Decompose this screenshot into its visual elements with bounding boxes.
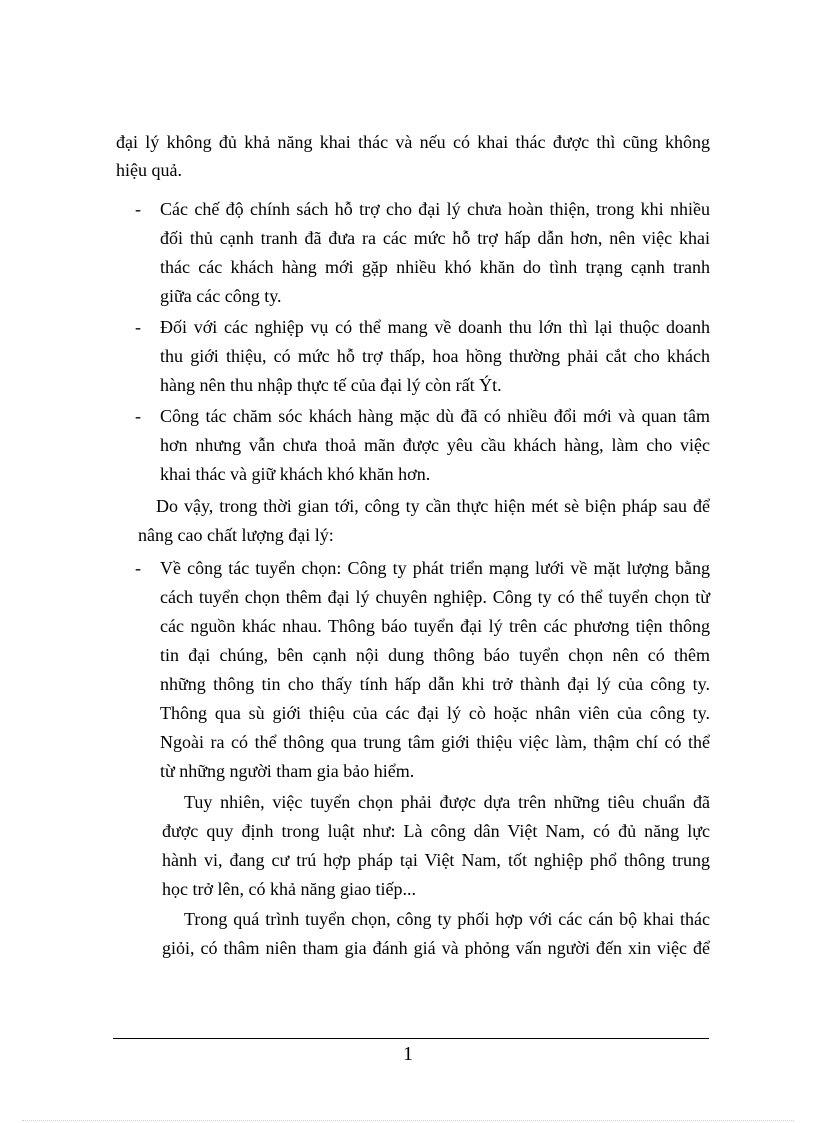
text-line: khai thác và giữ khách khó khăn hơn.: [160, 464, 431, 484]
text-line: Đối với các nghiệp vụ có thể mang về doanh thu lớn thì lại thuộc doanh: [160, 317, 710, 337]
conclusion-paragraph: [138, 492, 710, 550]
text-line: giữa các công ty.: [160, 286, 282, 306]
text-line: đại lý không đủ khả năng khai thác và nếu có khai thác được thì cũng không: [116, 132, 710, 152]
text-line: Về công tác tuyển chọn: Công ty phát triển mạng lưới về mặt lượng bằng: [160, 558, 710, 578]
text-line: Thông qua sù giới thiệu của các đại lý cò hoặc nhân viên của công ty.: [160, 703, 710, 723]
bullet-dash: -: [135, 406, 141, 426]
text-line: hiệu quả.: [116, 160, 182, 180]
text-line: được quy định trong luật như: Là công dân Việt Nam, có đủ năng lực: [162, 821, 710, 841]
bullet-paragraph-customer-care: [160, 402, 710, 489]
text-line: từ những người tham gia bảo hiểm.: [160, 761, 415, 781]
text-line: học trở lên, có khả năng giao tiếp...: [162, 879, 416, 899]
bullet-paragraph-recruitment: [160, 554, 710, 786]
text-line: Công tác chăm sóc khách hàng mặc dù đã có nhiều đổi mới và quan tâm: [160, 406, 710, 426]
page-number: 1: [403, 1043, 413, 1065]
text-line: Tuy nhiên, việc tuyển chọn phải được dựa trên những tiêu chuẩn đã: [184, 792, 710, 812]
text-line: nâng cao chất lượng đại lý:: [138, 525, 334, 545]
bullet-paragraph-policy: [160, 195, 710, 311]
text-line: Do vậy, trong thời gian tới, công ty cần thực hiện mét sè biện pháp sau để: [156, 496, 710, 516]
text-line: hàng nên thu nhập thực tế của đại lý còn rất Ýt.: [160, 375, 502, 395]
text-line: thu giới thiệu, có mức hỗ trợ thấp, hoa hồng thường phải cắt cho khách: [160, 346, 710, 366]
bullet-dash: -: [135, 558, 141, 578]
intro-paragraph: [116, 128, 710, 184]
text-line: Ngoài ra có thể thông qua trung tâm giới thiệu việc làm, thậm chí có thể: [160, 732, 710, 752]
text-line: các nguồn khác nhau. Thông báo tuyển đại lý trên các phương tiện thông: [160, 616, 710, 636]
text-line: Các chế độ chính sách hỗ trợ cho đại lý chưa hoàn thiện, trong khi nhiều: [160, 199, 710, 219]
text-line: Trong quá trình tuyển chọn, công ty phối hợp với các cán bộ khai thác: [184, 909, 710, 929]
criteria-paragraph: [162, 788, 710, 904]
page-bottom-border: [22, 1120, 794, 1121]
footer-rule: [113, 1038, 709, 1039]
text-line: cách tuyển chọn thêm đại lý chuyên nghiệp. Công ty có thể tuyển chọn từ: [160, 587, 710, 607]
process-paragraph: [162, 905, 710, 963]
text-line: hành vi, đang cư trú hợp pháp tại Việt Nam, tốt nghiệp phổ thông trung: [162, 850, 710, 870]
text-line: những thông tin cho thấy tính hấp dẫn khi trở thành đại lý của công ty.: [160, 674, 710, 694]
text-line: thác các khách hàng mới gặp nhiều khó khăn do tình trạng cạnh tranh: [160, 257, 710, 277]
bullet-dash: -: [135, 199, 141, 219]
bullet-dash: -: [135, 317, 141, 337]
text-line: đối thủ cạnh tranh đã đưa ra các mức hỗ trợ hấp dẫn hơn, nên việc khai: [160, 228, 710, 248]
text-line: tin đại chúng, bên cạnh nội dung thông báo tuyển chọn nên có thêm: [160, 645, 710, 665]
text-line: hơn nhưng vẫn chưa thoả mãn được yêu cầu khách hàng, làm cho việc: [160, 435, 710, 455]
bullet-paragraph-revenue: [160, 313, 710, 400]
text-line: giỏi, có thâm niên tham gia đánh giá và phỏng vấn người đến xin việc để: [162, 938, 710, 958]
